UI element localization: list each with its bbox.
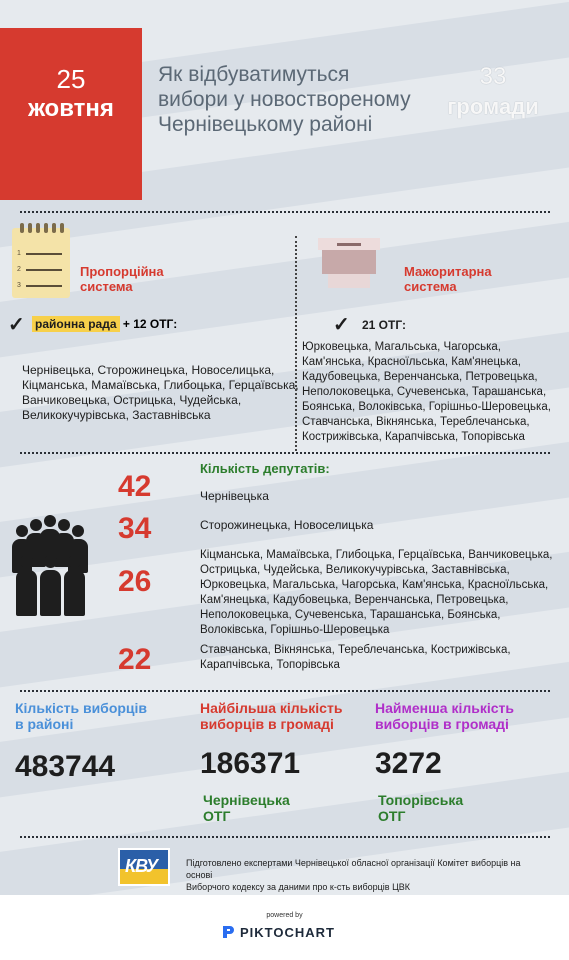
label-line: Топорівська <box>378 792 464 808</box>
deputies-count: 42 <box>118 470 152 503</box>
max-voters-community <box>203 792 290 824</box>
note-line: Виборчого кодексу за даними про к-сть виборців ЦВК <box>186 882 410 892</box>
list-line: Кіцманська, Мамаївська, Глибоцька, Герцаївська, Ванчиковецька, <box>200 549 553 561</box>
communities-count <box>438 62 548 122</box>
list-line: Чернівецька, Сторожинецька, Новоселицька, <box>22 363 275 377</box>
notepad-icon: 1 2 3 <box>12 228 70 298</box>
list-line: Неполоковецька, Сучевенська, Тарашанська, Боянська, <box>200 609 501 621</box>
list-line: Карапчівська, Топорівська <box>200 659 340 671</box>
communities-label: громади <box>447 94 539 119</box>
deputies-group-list <box>200 548 552 638</box>
powered-by-label: powered by <box>266 912 303 919</box>
label-line: Найменша кількість <box>375 700 514 716</box>
kvu-logo <box>118 848 170 886</box>
title-line: система <box>80 279 133 294</box>
label-line: виборців в громаді <box>200 716 334 732</box>
proportional-system-title <box>80 264 164 294</box>
label-line: ОТГ <box>203 808 231 824</box>
piktochart-logo-icon <box>222 925 234 939</box>
logo-text: КВУ <box>125 856 158 876</box>
deputies-count: 22 <box>118 643 152 676</box>
list-line: Юрковецька, Магальська, Чагорська, <box>302 341 501 353</box>
list-line: Ставчанська, Вікнянська, Тереблечанська, <box>302 416 530 428</box>
deputies-group-list <box>200 643 511 673</box>
communities-number: 33 <box>479 63 507 90</box>
min-voters-label <box>375 700 514 732</box>
list-line: Ставчанська, Вікнянська, Тереблечанська, Кострижівська, <box>200 644 511 656</box>
dotted-divider <box>20 452 550 454</box>
ballot-box-icon <box>318 238 380 288</box>
title-line: Пропорційна <box>80 264 164 279</box>
min-voters-community <box>378 792 463 824</box>
list-line: Сторожинецька, Новоселицька <box>200 518 374 532</box>
deputies-group-list <box>200 518 373 533</box>
list-line: Чернівецька <box>200 489 269 503</box>
title-line: Мажоритарна <box>404 264 492 279</box>
district-council-highlight: районна рада <box>32 316 120 332</box>
list-line: Острицька, Чудейська, Великокучурівська, Заставнівська, <box>200 564 510 576</box>
note-line: Підготовлено експертами Чернівецької обласної організації Комітет виборців на основі <box>186 858 521 880</box>
deputies-count: 34 <box>118 512 152 545</box>
deputies-group-list <box>200 489 269 504</box>
majoritarian-communities-list <box>302 340 551 445</box>
list-line: Ванчиковецька, Острицька, Чудейська, <box>22 393 242 407</box>
proportional-communities-list <box>22 363 299 423</box>
election-date-block <box>0 28 142 200</box>
dotted-divider <box>20 836 550 838</box>
label-line: Найбільша кількість <box>200 700 343 716</box>
title-line: Чернівецькому районі <box>158 113 373 136</box>
footer <box>0 895 569 960</box>
majoritarian-otg-label: 21 ОТГ: <box>362 318 406 332</box>
label-line: в районі <box>15 716 74 732</box>
title-line: Як відбуватимуться <box>158 63 350 86</box>
piktochart-brand[interactable]: PIKTOCHART <box>240 925 335 940</box>
list-line: Волоківська, Горішньо-Шеровецька <box>200 624 390 636</box>
district-voters-value: 483744 <box>15 750 116 783</box>
max-voters-value: 186371 <box>200 747 301 780</box>
dotted-divider <box>20 211 550 213</box>
list-line: Юрковецька, Магальська, Чагорська, Кам'янська, Красноїльська, <box>200 579 549 591</box>
list-line: Великокучурівська, Заставнівська <box>22 408 211 422</box>
district-voters-label <box>15 700 147 732</box>
max-voters-label <box>200 700 342 732</box>
title-line: система <box>404 279 457 294</box>
page-title <box>158 62 438 137</box>
district-council-label <box>32 317 177 331</box>
otg-count: + 12 ОТГ: <box>122 317 178 331</box>
label-line: Кількість виборців <box>15 700 148 716</box>
list-line: Кадубовецька, Веренчанська, Петровецька, <box>302 371 538 383</box>
vertical-dotted-divider <box>295 236 297 451</box>
list-line: Кам'янецька, Кадубовецька, Веренчанська, Петровецька, <box>200 594 509 606</box>
people-group-icon <box>10 515 90 617</box>
list-line: Кам'янська, Красноїльська, Кам'янецька, <box>302 356 521 368</box>
title-line: вибори у новоствореному <box>158 88 411 111</box>
checkmark-icon: ✓ <box>333 314 350 336</box>
label-line: Чернівецька <box>203 792 290 808</box>
list-line: Неполоковецька, Сучевенська, Тарашанська, <box>302 386 547 398</box>
dotted-divider <box>20 690 550 692</box>
label-line: ОТГ <box>378 808 406 824</box>
list-line: Кострижівська, Карапчівська, Топорівська <box>302 431 525 443</box>
majoritarian-system-title <box>404 264 492 294</box>
deputies-title: Кількість депутатів: <box>200 461 330 476</box>
min-voters-value: 3272 <box>375 747 442 780</box>
list-line: Боянська, Волоківська, Горішньо-Шеровецька, <box>302 401 551 413</box>
source-note <box>186 857 536 893</box>
list-line: Кіцманська, Мамаївська, Глибоцька, Герцаївська, <box>22 378 299 392</box>
deputies-count: 26 <box>118 565 152 598</box>
date-day: 25 <box>56 64 86 94</box>
date-month: жовтня <box>28 95 114 122</box>
label-line: виборців в громаді <box>375 716 509 732</box>
checkmark-icon: ✓ <box>8 314 25 336</box>
